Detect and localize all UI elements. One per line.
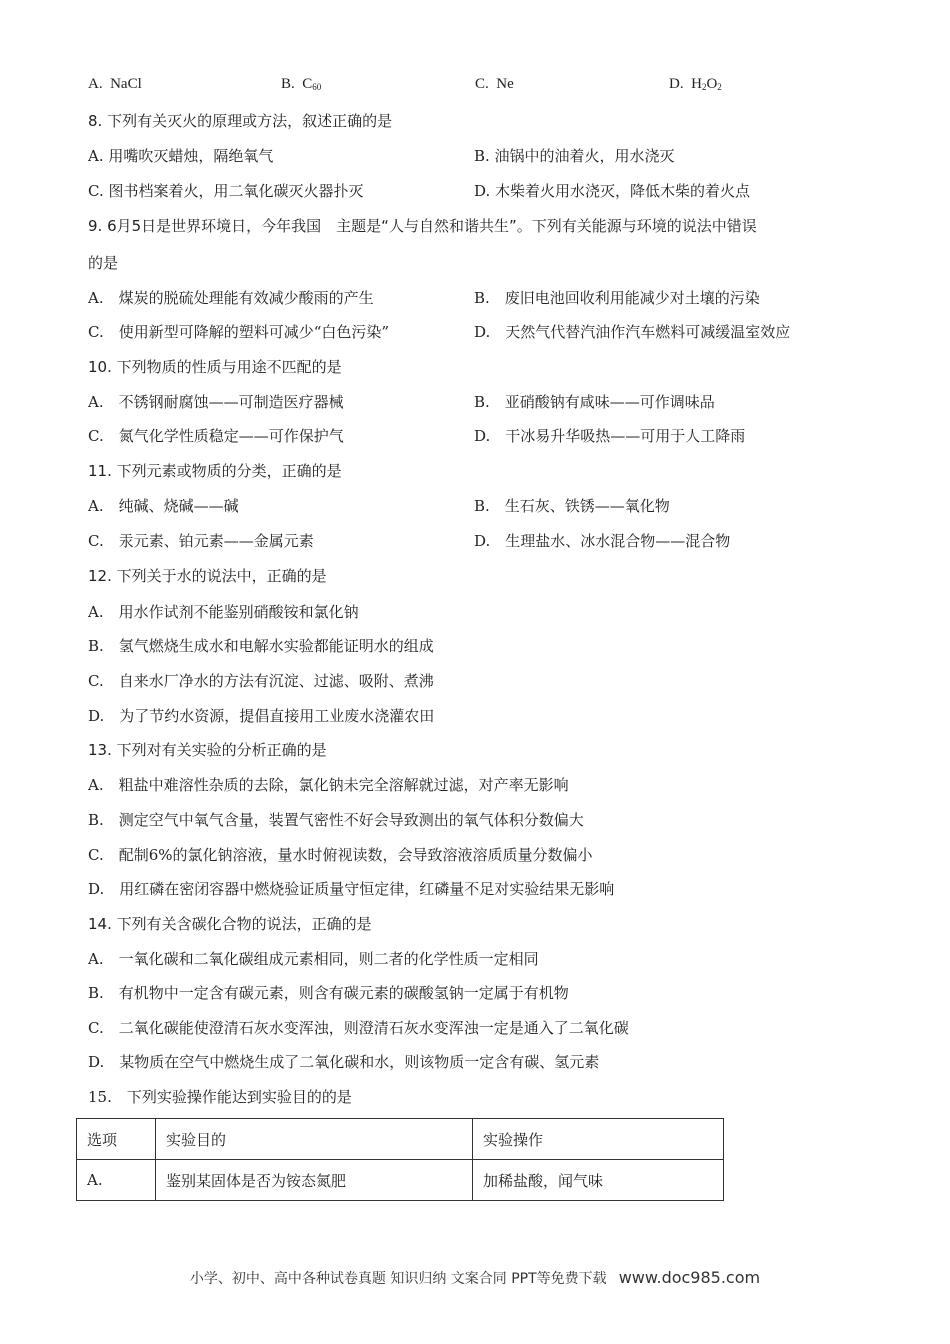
- table-row: [77, 1160, 724, 1201]
- q7-option-c: [475, 76, 514, 93]
- table-header-cell: 实验操作: [473, 1119, 724, 1160]
- table-header-cell: 选项: [77, 1119, 156, 1160]
- table-header-cell: 实验目的: [156, 1119, 473, 1160]
- q8-option-a: A. 用嘴吹灭蜡烛，隔绝氧气: [88, 147, 274, 165]
- q14-option-d: D. 某物质在空气中燃烧生成了二氧化碳和水，则该物质一定含有碳、氢元素: [88, 1053, 600, 1071]
- q11-option-d: D. 生理盐水、冰水混合物——混合物: [474, 532, 731, 550]
- q15-stem: 15. 下列实验操作能达到实验目的的是: [88, 1088, 352, 1106]
- q12-option-b: B. 氢气燃烧生成水和电解水实验都能证明水的组成: [88, 637, 434, 655]
- q7-option-d: [669, 76, 722, 93]
- q12-option-d: D. 为了节约水资源，提倡直接用工业废水浇灌农田: [88, 707, 435, 725]
- table-cell: A.: [77, 1160, 156, 1201]
- subscript: 60: [312, 82, 322, 92]
- q9-option-b: B. 废旧电池回收利用能减少对土壤的污染: [474, 289, 760, 307]
- table-cell: 鉴别某固体是否为铵态氮肥: [156, 1160, 473, 1201]
- option-text: Ne: [496, 76, 514, 92]
- q10-stem: 10. 下列物质的性质与用途不匹配的是: [88, 358, 342, 376]
- q11-option-b: B. 生石灰、铁锈——氧化物: [474, 497, 670, 515]
- q10-option-c: C. 氮气化学性质稳定——可作保护气: [88, 427, 344, 445]
- q8-stem: 8. 下列有关灭火的原理或方法，叙述正确的是: [88, 112, 393, 130]
- option-text: NaCl: [110, 76, 142, 92]
- q11-stem: 11. 下列元素或物质的分类，正确的是: [88, 462, 342, 480]
- q13-option-a: A. 粗盐中难溶性杂质的去除，氯化钠未完全溶解就过滤，对产率无影响: [88, 776, 569, 794]
- subscript: 2: [717, 82, 722, 92]
- q14-option-a: A. 一氧化碳和二氧化碳组成元素相同，则二者的化学性质一定相同: [88, 950, 539, 968]
- q8-option-c: C. 图书档案着火，用二氧化碳灭火器扑灭: [88, 182, 364, 200]
- q13-option-b: B. 测定空气中氧气含量，装置气密性不好会导致测出的氧气体积分数偏大: [88, 811, 584, 829]
- q7-option-b: [281, 76, 321, 93]
- table-cell: 加稀盐酸，闻气味: [473, 1160, 724, 1201]
- q13-option-d: D. 用红磷在密闭容器中燃烧验证质量守恒定律，红磷量不足对实验结果无影响: [88, 880, 615, 898]
- q14-option-b: B. 有机物中一定含有碳元素，则含有碳元素的碳酸氢钠一定属于有机物: [88, 984, 569, 1002]
- q9-stem-line2: 的是: [88, 254, 119, 272]
- q13-option-c: C. 配制6%的氯化钠溶液，量水时俯视读数，会导致溶液溶质质量分数偏小: [88, 846, 593, 864]
- option-letter: C.: [475, 76, 489, 92]
- table-header-row: [77, 1119, 724, 1160]
- option-letter: D.: [669, 76, 684, 92]
- q7-option-a: [88, 76, 142, 93]
- q11-option-a: A. 纯碱、烧碱——碱: [88, 497, 239, 515]
- footer-site-link[interactable]: www.doc985.com: [618, 1268, 761, 1287]
- option-letter: B.: [281, 76, 295, 92]
- q10-option-d: D. 干冰易升华吸热——可用于人工降雨: [474, 427, 746, 445]
- q11-option-c: C. 汞元素、铂元素——金属元素: [88, 532, 314, 550]
- q10-option-b: B. 亚硝酸钠有咸味——可作调味品: [474, 393, 715, 411]
- q9-option-a: A. 煤炭的脱硫处理能有效减少酸雨的产生: [88, 289, 374, 307]
- q12-stem: 12. 下列关于水的说法中，正确的是: [88, 567, 327, 585]
- subscript: 2: [701, 82, 707, 92]
- q9-stem-line1: 9. 6月5日是世界环境日，今年我国 主题是“人与自然和谐共生”。下列有关能源与环境的说法中错误: [88, 217, 757, 235]
- q8-option-b: B. 油锅中的油着火，用水浇灭: [474, 147, 675, 165]
- q8-option-d: D. 木柴着火用水浇灭，降低木柴的着火点: [474, 182, 751, 200]
- q12-option-c: C. 自来水厂净水的方法有沉淀、过滤、吸附、煮沸: [88, 672, 434, 690]
- q12-option-a: A. 用水作试剂不能鉴别硝酸铵和氯化钠: [88, 603, 359, 621]
- q9-option-d: D. 天然气代替汽油作汽车燃料可减缓温室效应: [474, 323, 791, 341]
- q14-stem: 14. 下列有关含碳化合物的说法，正确的是: [88, 915, 372, 933]
- option-text: H: [691, 76, 702, 92]
- option-text: C: [302, 76, 313, 92]
- option-text: O: [706, 76, 718, 92]
- q15-table: [76, 1118, 724, 1201]
- page-footer: [0, 1268, 950, 1288]
- q9-option-c: C. 使用新型可降解的塑料可减少“白色污染”: [88, 323, 390, 341]
- q13-stem: 13. 下列对有关实验的分析正确的是: [88, 741, 327, 759]
- q10-option-a: A. 不锈钢耐腐蚀——可制造医疗器械: [88, 393, 344, 411]
- option-letter: A.: [88, 76, 103, 92]
- q14-option-c: C. 二氧化碳能使澄清石灰水变浑浊，则澄清石灰水变浑浊一定是通入了二氧化碳: [88, 1019, 629, 1037]
- footer-text: 小学、初中、高中各种试卷真题 知识归纳 文案合同 PPT等免费下载: [189, 1271, 607, 1287]
